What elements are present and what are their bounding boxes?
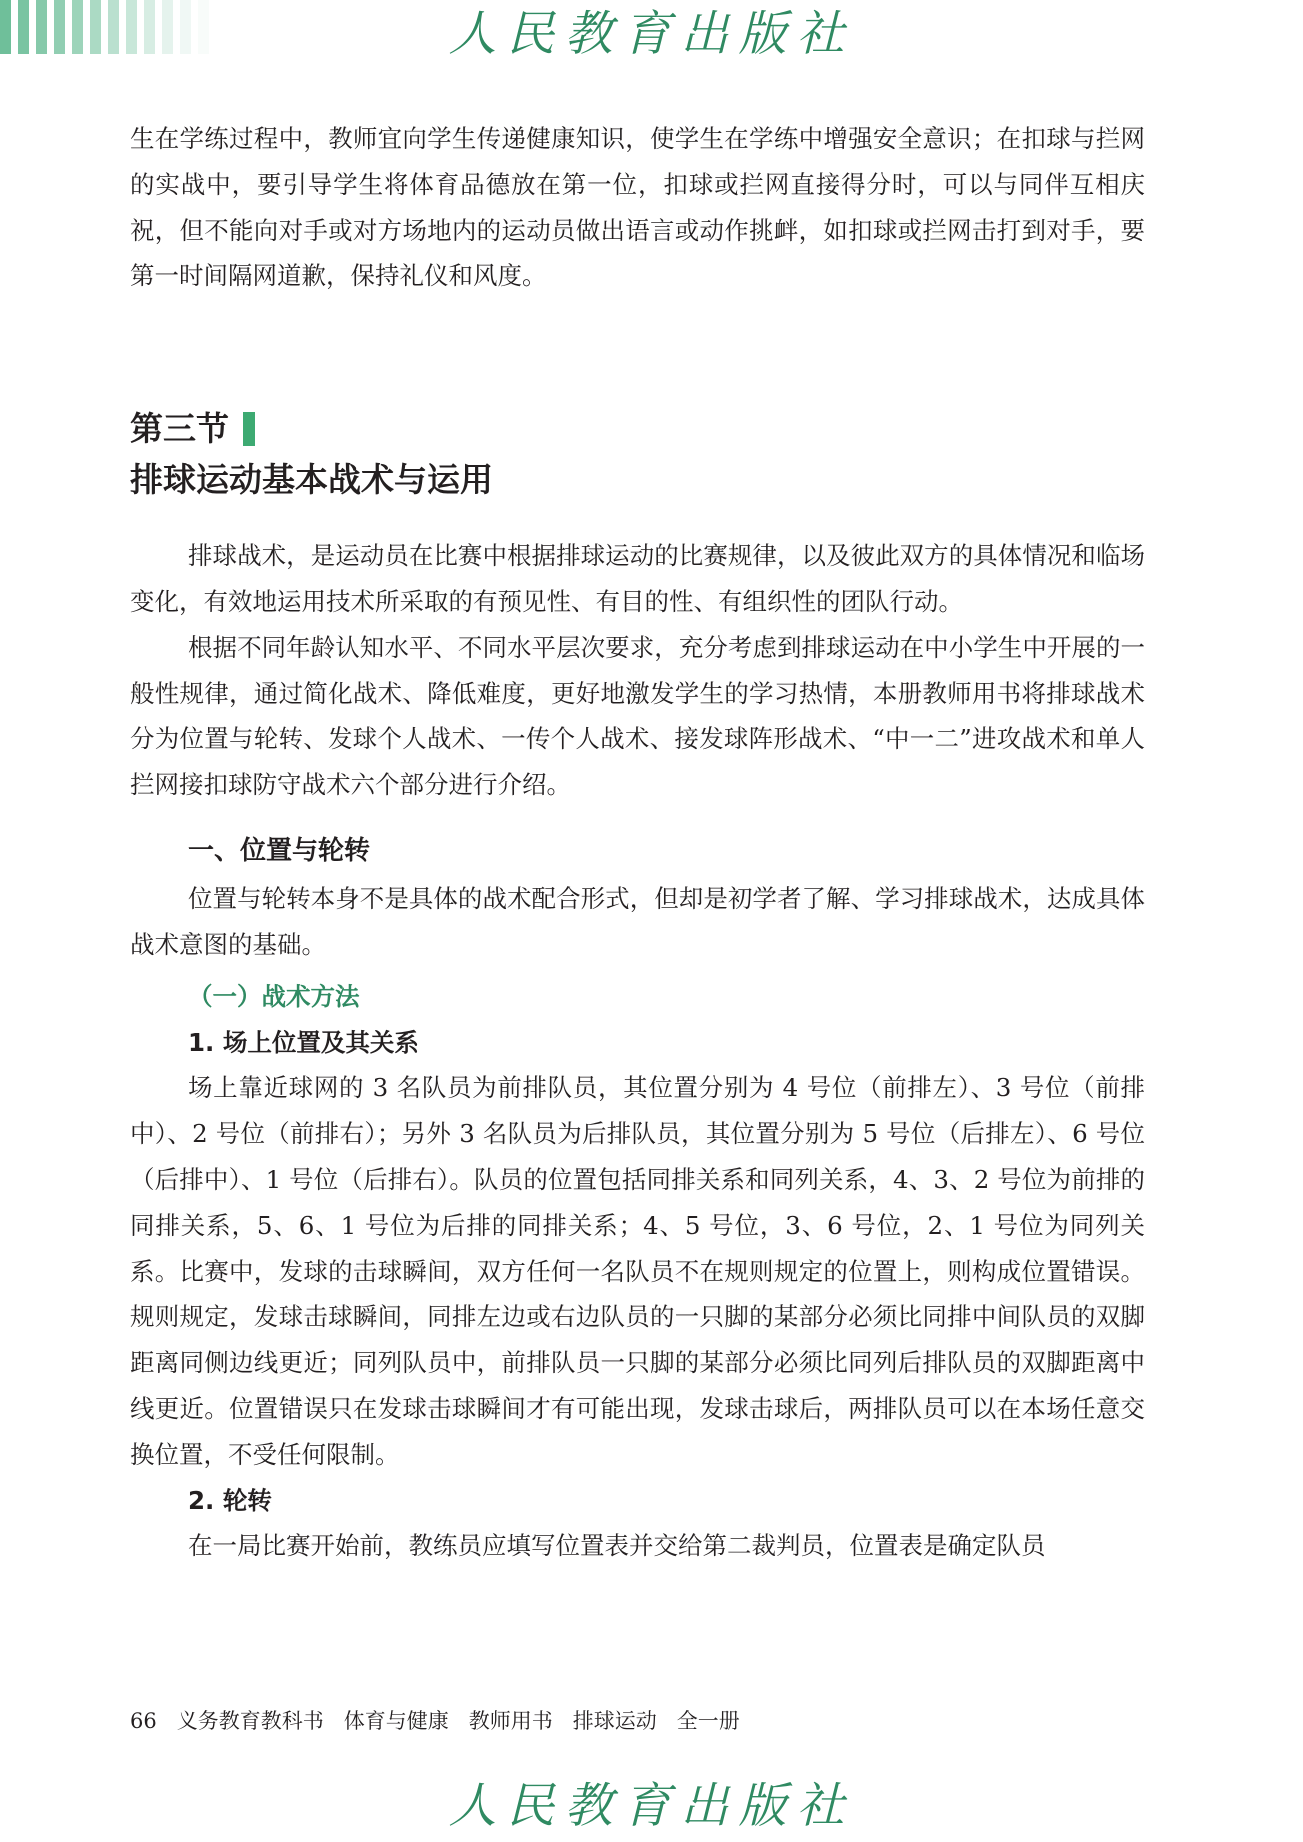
method-heading: （一）战术方法 [188,981,360,1011]
section-paragraph: 根据不同年龄认知水平、不同水平层次要求，充分考虑到排球运动在中小学生中开展的一般性规律，通过简化战术、降低难度，更好地激发学生的学习热情，本册教师用书将排球战术分为位置与轮转、发球个人战术、一传个人战术、接发球阵形战术、“中一二”进攻战术和单人拦网接扣球防守战术六个部分进行介绍。 [130,632,1145,800]
footer-volume: 排球运动 [572,1709,657,1733]
subsection-paragraph: 位置与轮转本身不是具体的战术配合形式，但却是初学者了解、学习排球战术，达成具体战术意图的基础。 [130,883,1145,959]
section-title: 排球运动基本战术与运用 [130,460,493,500]
footer-series: 义务教育教科书 [176,1709,324,1733]
page-footer [130,1706,740,1736]
subsection-heading: 一、位置与轮转 [188,835,371,866]
item-paragraph: 场上靠近球网的 3 名队员为前排队员，其位置分别为 4 号位（前排左）、3 号位（前排中）、2 号位（前排右）；另外 3 名队员为后排队员，其位置分别为 5 号位（后排左）、6 号位（后排中）、1 号位（后排右）。队员的位置包括同排关系和同列关系，4、3、2 号位为前排的同排关系，5、6、1 号位为后排的同排关系；4、5 号位，3、6 号位，2、1 号位为同列关系。比赛中，发球的击球瞬间，双方任何一名队员不在规则规定的位置上，则构成位置错误。规则规定，发球击球瞬间，同排左边或右边队员的一只脚的某部分必须比同排中间队员的双脚距离同侧边线更近；同列队员中，前排队员一只脚的某部分必须比同列后排队员的双脚距离中线更近。位置错误只在发球击球瞬间才有可能出现，发球击球后，两排队员可以在本场任意交换位置，不受任何限制。 [130,1073,1145,1469]
footer-book-type: 教师用书 [468,1709,553,1733]
page-number: 66 [130,1709,157,1733]
footer-subject: 体育与健康 [343,1709,449,1733]
page-content [130,116,1145,1569]
publisher-logo-bottom: 人民教育出版社 [448,1778,855,1834]
footer-edition: 全一册 [676,1709,740,1733]
section-paragraph: 排球战术，是运动员在比赛中根据排球运动的比赛规律，以及彼此双方的具体情况和临场变化，有效地运用技术所采取的有预见性、有目的性、有组织性的团队行动。 [130,541,1145,616]
section-label-text: 第三节 [130,409,229,449]
section-label [130,403,1145,455]
publisher-logo-top: 人民教育出版社 [448,6,855,62]
item-paragraph: 在一局比赛开始前，教练员应填写位置表并交给第二裁判员，位置表是确定队员 [188,1531,1046,1561]
item-heading: 2. 轮转 [188,1485,272,1515]
intro-paragraph: 生在学练过程中，教师宜向学生传递健康知识，使学生在学练中增强安全意识；在扣球与拦网的实战中，要引导学生将体育品德放在第一位，扣球或拦网直接得分时，可以与同伴互相庆祝，但不能向对手或对方场地内的运动员做出语言或动作挑衅，如扣球或拦网击打到对手，要第一时间隔网道歉，保持礼仪和风度。 [130,124,1145,291]
section-spacer [130,299,1145,403]
section-marker-bar [243,412,255,446]
item-heading: 1. 场上位置及其关系 [188,1027,419,1057]
